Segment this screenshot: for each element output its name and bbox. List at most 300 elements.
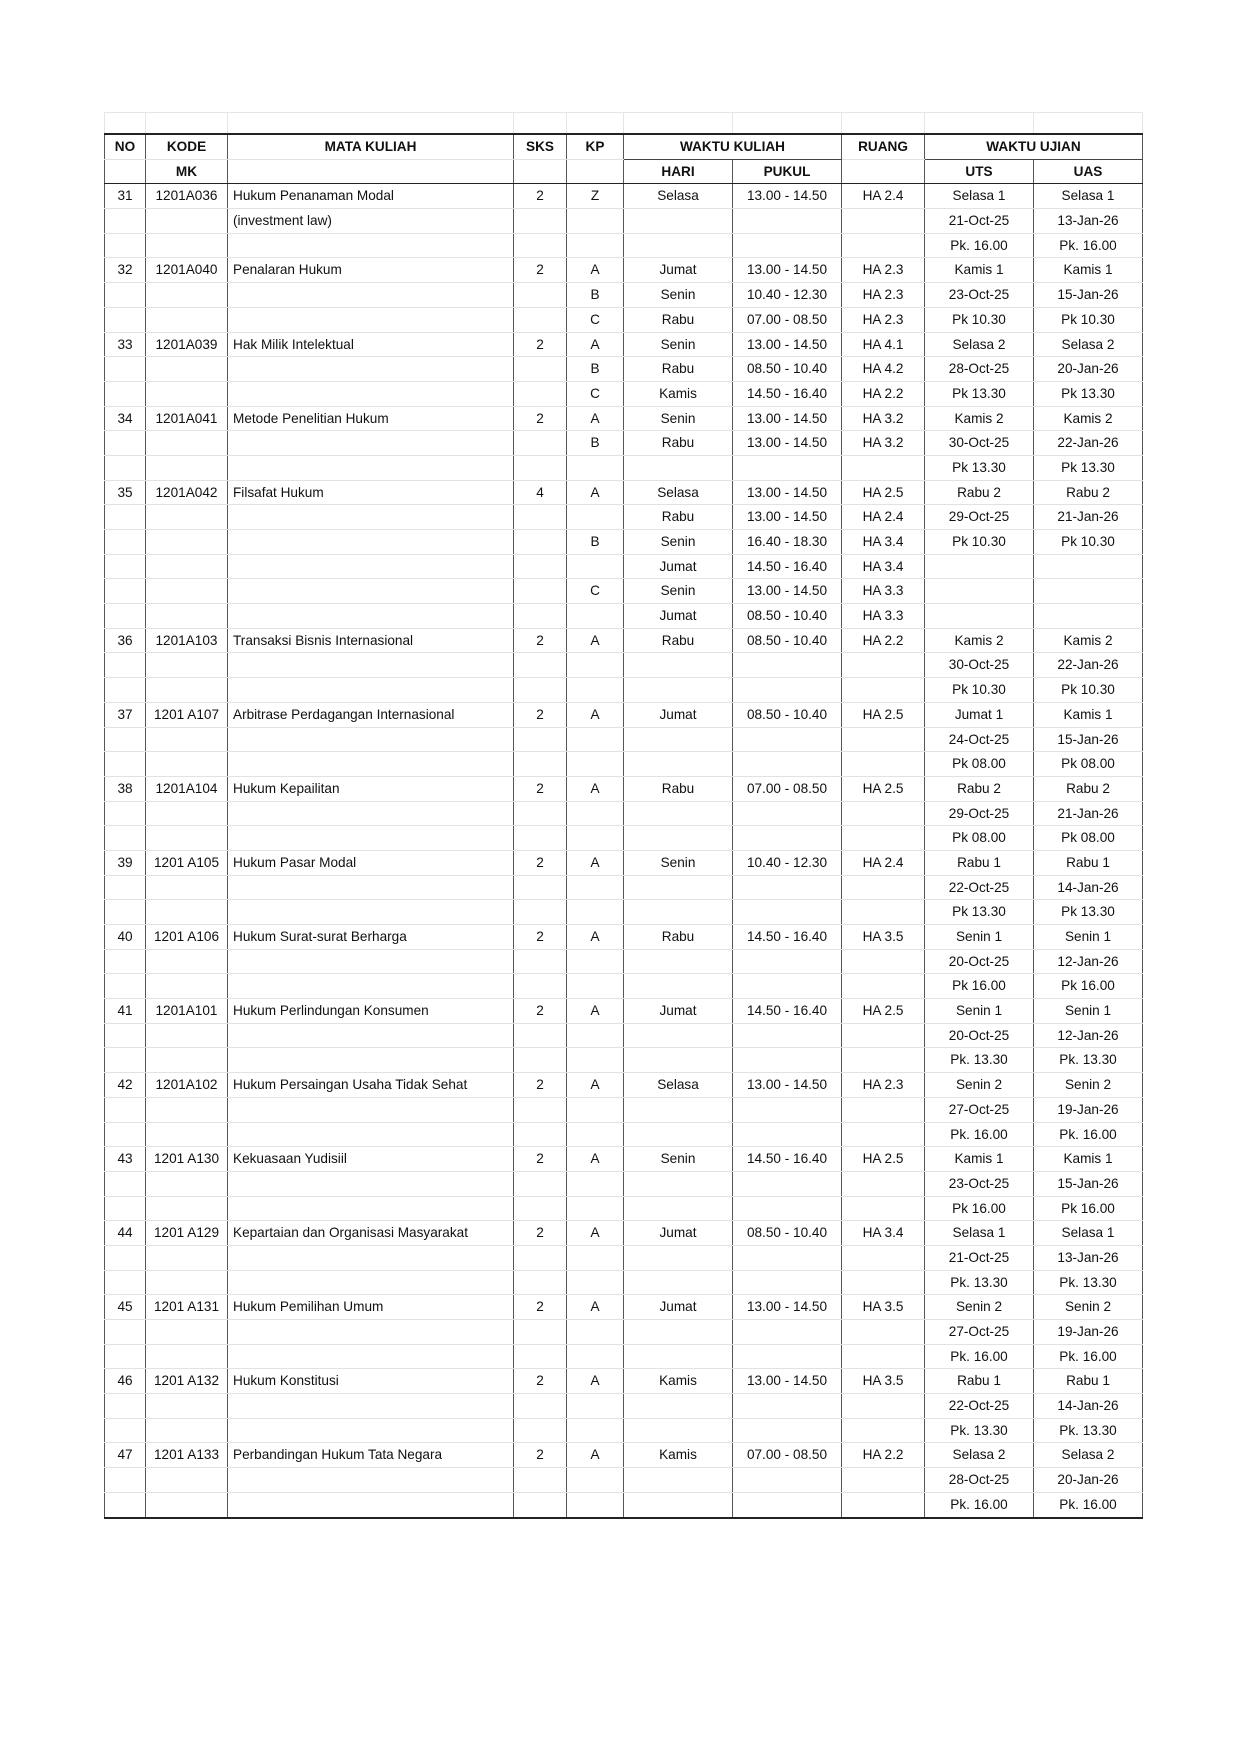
cell-sks: 2 [514, 1147, 567, 1172]
cell-kode: 1201A041 [146, 406, 228, 431]
cell-kp: A [567, 332, 624, 357]
cell-sks [514, 900, 567, 925]
table-row [105, 1320, 1143, 1345]
cell-hari: Senin [624, 406, 733, 431]
cell-uts: 27-Oct-25 [925, 1097, 1034, 1122]
cell-sks [514, 678, 567, 703]
cell-hari [624, 1468, 733, 1493]
cell-pukul [733, 1394, 842, 1419]
table-row [105, 604, 1143, 629]
cell-ruang [842, 233, 925, 258]
cell-kp [567, 1048, 624, 1073]
cell-kp: Z [567, 184, 624, 209]
cell-sks [514, 530, 567, 555]
cell-ruang: HA 3.4 [842, 554, 925, 579]
header-mata-kuliah: MATA KULIAH [228, 134, 514, 159]
cell-kp: A [567, 702, 624, 727]
table-row [105, 999, 1143, 1024]
cell-no [105, 1171, 146, 1196]
cell-kode: 1201 A131 [146, 1295, 228, 1320]
cell-kode: 1201A039 [146, 332, 228, 357]
cell-uts: 30-Oct-25 [925, 431, 1034, 456]
cell-uas: Pk 13.30 [1034, 381, 1143, 406]
cell-uas: 20-Jan-26 [1034, 1468, 1143, 1493]
cell-kode [146, 1097, 228, 1122]
table-row [105, 628, 1143, 653]
header-waktu-ujian: WAKTU UJIAN [925, 134, 1143, 159]
cell-mata-kuliah [228, 974, 514, 999]
cell-pukul: 08.50 - 10.40 [733, 604, 842, 629]
cell-uts: Kamis 2 [925, 628, 1034, 653]
cell-uts: Pk 13.30 [925, 455, 1034, 480]
cell-pukul [733, 209, 842, 234]
cell-hari [624, 1492, 733, 1517]
cell-pukul [733, 653, 842, 678]
header-no-blank [105, 159, 146, 184]
cell-no: 42 [105, 1073, 146, 1098]
cell-kp [567, 949, 624, 974]
cell-ruang: HA 3.3 [842, 579, 925, 604]
table-row [105, 1295, 1143, 1320]
cell-uas: 21-Jan-26 [1034, 505, 1143, 530]
cell-ruang: HA 2.2 [842, 381, 925, 406]
cell-kode [146, 1048, 228, 1073]
cell-uas: Kamis 1 [1034, 258, 1143, 283]
cell-uas: 12-Jan-26 [1034, 1023, 1143, 1048]
cell-uts: Pk 16.00 [925, 1196, 1034, 1221]
cell-hari [624, 1320, 733, 1345]
cell-uts: Pk. 16.00 [925, 233, 1034, 258]
cell-mata-kuliah [228, 1245, 514, 1270]
cell-pukul [733, 1048, 842, 1073]
cell-pukul: 13.00 - 14.50 [733, 431, 842, 456]
header-ruang: RUANG [842, 134, 925, 159]
cell-ruang: HA 2.4 [842, 850, 925, 875]
cell-mata-kuliah: (investment law) [228, 209, 514, 234]
cell-no [105, 431, 146, 456]
cell-uts: 20-Oct-25 [925, 949, 1034, 974]
cell-sks [514, 1468, 567, 1493]
cell-uts: Pk 16.00 [925, 974, 1034, 999]
cell-mata-kuliah [228, 801, 514, 826]
cell-ruang [842, 900, 925, 925]
cell-kode: 1201A040 [146, 258, 228, 283]
cell-no [105, 209, 146, 234]
cell-hari [624, 209, 733, 234]
cell-no: 33 [105, 332, 146, 357]
cell-ruang: HA 2.5 [842, 776, 925, 801]
cell-kp [567, 209, 624, 234]
header-uas: UAS [1034, 159, 1143, 184]
cell-ruang: HA 3.2 [842, 431, 925, 456]
cell-ruang: HA 3.5 [842, 925, 925, 950]
cell-sks [514, 604, 567, 629]
cell-no [105, 283, 146, 308]
cell-pukul: 07.00 - 08.50 [733, 776, 842, 801]
cell-no: 45 [105, 1295, 146, 1320]
cell-uas: Senin 1 [1034, 925, 1143, 950]
cell-ruang: HA 2.3 [842, 1073, 925, 1098]
cell-no [105, 900, 146, 925]
cell-kode [146, 431, 228, 456]
cell-kp: A [567, 925, 624, 950]
cell-uts: 28-Oct-25 [925, 357, 1034, 382]
cell-kode [146, 357, 228, 382]
cell-uas: Pk 13.30 [1034, 900, 1143, 925]
cell-no [105, 1270, 146, 1295]
cell-pukul: 13.00 - 14.50 [733, 332, 842, 357]
cell-mata-kuliah [228, 1394, 514, 1419]
cell-sks: 2 [514, 1295, 567, 1320]
table-row [105, 900, 1143, 925]
cell-ruang [842, 1320, 925, 1345]
cell-sks [514, 974, 567, 999]
cell-hari: Jumat [624, 1221, 733, 1246]
cell-kode [146, 1468, 228, 1493]
cell-kode [146, 1023, 228, 1048]
cell-sks [514, 1418, 567, 1443]
cell-mata-kuliah: Transaksi Bisnis Internasional [228, 628, 514, 653]
cell-pukul [733, 1171, 842, 1196]
cell-kp [567, 1171, 624, 1196]
cell-kp [567, 1023, 624, 1048]
header-uts: UTS [925, 159, 1034, 184]
cell-uts: Kamis 2 [925, 406, 1034, 431]
cell-sks [514, 949, 567, 974]
cell-kode [146, 727, 228, 752]
cell-ruang [842, 1492, 925, 1517]
cell-mata-kuliah [228, 1492, 514, 1517]
cell-pukul [733, 949, 842, 974]
cell-kp: C [567, 579, 624, 604]
cell-uts: 30-Oct-25 [925, 653, 1034, 678]
cell-pukul: 13.00 - 14.50 [733, 579, 842, 604]
cell-uas [1034, 579, 1143, 604]
cell-hari [624, 1270, 733, 1295]
cell-mata-kuliah: Kepartaian dan Organisasi Masyarakat [228, 1221, 514, 1246]
cell-no [105, 455, 146, 480]
cell-kode: 1201 A133 [146, 1443, 228, 1468]
cell-mata-kuliah [228, 554, 514, 579]
cell-no: 44 [105, 1221, 146, 1246]
cell-uts: Rabu 2 [925, 480, 1034, 505]
cell-mata-kuliah [228, 752, 514, 777]
cell-kode [146, 1122, 228, 1147]
cell-no: 47 [105, 1443, 146, 1468]
table-row [105, 1196, 1143, 1221]
cell-mata-kuliah: Hukum Penanaman Modal [228, 184, 514, 209]
cell-hari [624, 1171, 733, 1196]
cell-no [105, 604, 146, 629]
cell-kp [567, 233, 624, 258]
cell-ruang [842, 1270, 925, 1295]
cell-kp [567, 1468, 624, 1493]
cell-sks: 2 [514, 850, 567, 875]
cell-uas: 19-Jan-26 [1034, 1097, 1143, 1122]
cell-kode: 1201 A105 [146, 850, 228, 875]
cell-mata-kuliah [228, 1270, 514, 1295]
cell-uas: Selasa 2 [1034, 1443, 1143, 1468]
cell-no: 41 [105, 999, 146, 1024]
cell-uts: Pk. 13.30 [925, 1270, 1034, 1295]
cell-pukul [733, 974, 842, 999]
cell-kp [567, 875, 624, 900]
cell-ruang: HA 3.4 [842, 1221, 925, 1246]
cell-ruang: HA 4.1 [842, 332, 925, 357]
cell-kode [146, 875, 228, 900]
cell-ruang: HA 3.5 [842, 1369, 925, 1394]
cell-no: 39 [105, 850, 146, 875]
cell-uas: Pk 08.00 [1034, 826, 1143, 851]
cell-uas: Pk 16.00 [1034, 1196, 1143, 1221]
cell-sks [514, 1344, 567, 1369]
cell-hari [624, 752, 733, 777]
cell-no: 32 [105, 258, 146, 283]
cell-ruang: HA 3.5 [842, 1295, 925, 1320]
cell-kode [146, 1418, 228, 1443]
table-row [105, 357, 1143, 382]
cell-mata-kuliah [228, 604, 514, 629]
cell-kp: A [567, 850, 624, 875]
cell-uas: Pk. 16.00 [1034, 1344, 1143, 1369]
cell-hari: Rabu [624, 925, 733, 950]
cell-hari: Kamis [624, 1443, 733, 1468]
cell-kp [567, 1196, 624, 1221]
cell-mata-kuliah [228, 233, 514, 258]
cell-kp: A [567, 1073, 624, 1098]
cell-hari [624, 1245, 733, 1270]
table-row [105, 1344, 1143, 1369]
cell-kp [567, 505, 624, 530]
cell-no: 35 [105, 480, 146, 505]
table-row [105, 1418, 1143, 1443]
cell-uas: 15-Jan-26 [1034, 727, 1143, 752]
cell-sks [514, 1196, 567, 1221]
cell-uas: 22-Jan-26 [1034, 653, 1143, 678]
cell-pukul: 13.00 - 14.50 [733, 1369, 842, 1394]
cell-mata-kuliah [228, 455, 514, 480]
table-row [105, 653, 1143, 678]
cell-hari [624, 727, 733, 752]
cell-no [105, 381, 146, 406]
cell-no: 36 [105, 628, 146, 653]
cell-pukul [733, 1122, 842, 1147]
cell-ruang [842, 1122, 925, 1147]
cell-uts: Pk. 16.00 [925, 1122, 1034, 1147]
cell-kode [146, 209, 228, 234]
cell-sks [514, 505, 567, 530]
cell-sks [514, 381, 567, 406]
cell-uts: 23-Oct-25 [925, 1171, 1034, 1196]
header-no: NO [105, 134, 146, 159]
table-row [105, 1073, 1143, 1098]
cell-mata-kuliah [228, 431, 514, 456]
table-row [105, 554, 1143, 579]
cell-uts: Senin 2 [925, 1073, 1034, 1098]
cell-mata-kuliah: Hukum Surat-surat Berharga [228, 925, 514, 950]
table-row [105, 752, 1143, 777]
cell-kode [146, 233, 228, 258]
cell-kp [567, 1418, 624, 1443]
cell-kode [146, 678, 228, 703]
cell-mata-kuliah [228, 381, 514, 406]
cell-sks [514, 1245, 567, 1270]
table-row [105, 850, 1143, 875]
cell-hari: Senin [624, 579, 733, 604]
cell-hari: Jumat [624, 554, 733, 579]
cell-ruang: HA 2.4 [842, 184, 925, 209]
cell-ruang: HA 2.2 [842, 1443, 925, 1468]
cell-kp [567, 455, 624, 480]
cell-ruang [842, 1245, 925, 1270]
cell-uts: 23-Oct-25 [925, 283, 1034, 308]
cell-uas: 15-Jan-26 [1034, 1171, 1143, 1196]
cell-no [105, 974, 146, 999]
cell-hari [624, 974, 733, 999]
cell-kp: A [567, 406, 624, 431]
cell-hari: Jumat [624, 258, 733, 283]
cell-sks [514, 1023, 567, 1048]
table-row [105, 1147, 1143, 1172]
cell-mata-kuliah [228, 579, 514, 604]
cell-sks: 2 [514, 628, 567, 653]
cell-hari: Selasa [624, 184, 733, 209]
cell-mata-kuliah [228, 1196, 514, 1221]
cell-kp: A [567, 1369, 624, 1394]
cell-mata-kuliah: Hukum Persaingan Usaha Tidak Sehat [228, 1073, 514, 1098]
table-row [105, 678, 1143, 703]
cell-ruang [842, 801, 925, 826]
cell-hari: Jumat [624, 999, 733, 1024]
cell-sks [514, 727, 567, 752]
cell-hari: Jumat [624, 1295, 733, 1320]
cell-ruang [842, 1418, 925, 1443]
cell-uas: Pk 08.00 [1034, 752, 1143, 777]
cell-sks: 2 [514, 1073, 567, 1098]
cell-kode [146, 283, 228, 308]
cell-pukul [733, 1023, 842, 1048]
cell-no [105, 727, 146, 752]
cell-kode: 1201 A130 [146, 1147, 228, 1172]
cell-ruang [842, 949, 925, 974]
cell-mata-kuliah: Filsafat Hukum [228, 480, 514, 505]
cell-mata-kuliah [228, 900, 514, 925]
cell-sks [514, 826, 567, 851]
cell-kp [567, 1122, 624, 1147]
cell-no [105, 1344, 146, 1369]
cell-uts: Selasa 2 [925, 332, 1034, 357]
cell-kp [567, 554, 624, 579]
cell-mata-kuliah [228, 1023, 514, 1048]
cell-ruang: HA 3.3 [842, 604, 925, 629]
cell-kp [567, 752, 624, 777]
cell-uas: 22-Jan-26 [1034, 431, 1143, 456]
cell-mata-kuliah: Metode Penelitian Hukum [228, 406, 514, 431]
cell-sks [514, 1270, 567, 1295]
cell-uas: Rabu 1 [1034, 1369, 1143, 1394]
cell-kode: 1201A103 [146, 628, 228, 653]
cell-uas: 13-Jan-26 [1034, 209, 1143, 234]
cell-no [105, 233, 146, 258]
cell-ruang: HA 2.2 [842, 628, 925, 653]
cell-pukul: 13.00 - 14.50 [733, 406, 842, 431]
cell-kp [567, 900, 624, 925]
cell-sks: 2 [514, 1443, 567, 1468]
cell-pukul: 13.00 - 14.50 [733, 258, 842, 283]
header-sks: SKS [514, 134, 567, 159]
cell-uts: Senin 2 [925, 1295, 1034, 1320]
cell-uas: Kamis 1 [1034, 1147, 1143, 1172]
cell-kp [567, 974, 624, 999]
cell-hari [624, 1418, 733, 1443]
cell-kp [567, 1320, 624, 1345]
table-row [105, 1369, 1143, 1394]
cell-uas: Rabu 1 [1034, 850, 1143, 875]
cell-uas: 14-Jan-26 [1034, 875, 1143, 900]
cell-ruang [842, 752, 925, 777]
cell-sks: 4 [514, 480, 567, 505]
header-ruang-blank [842, 159, 925, 184]
cell-mata-kuliah: Hak Milik Intelektual [228, 332, 514, 357]
cell-pukul [733, 826, 842, 851]
cell-kode [146, 1270, 228, 1295]
table-row [105, 455, 1143, 480]
cell-uas: Pk. 16.00 [1034, 233, 1143, 258]
cell-hari: Rabu [624, 776, 733, 801]
cell-hari: Kamis [624, 1369, 733, 1394]
cell-hari [624, 233, 733, 258]
table-row [105, 1245, 1143, 1270]
cell-uas: 14-Jan-26 [1034, 1394, 1143, 1419]
cell-sks [514, 357, 567, 382]
cell-uts: Pk 08.00 [925, 826, 1034, 851]
cell-kode [146, 801, 228, 826]
cell-kode [146, 1492, 228, 1517]
cell-uas [1034, 604, 1143, 629]
cell-no: 34 [105, 406, 146, 431]
cell-kp [567, 653, 624, 678]
cell-kode: 1201A104 [146, 776, 228, 801]
cell-pukul [733, 233, 842, 258]
table-row [105, 1270, 1143, 1295]
cell-ruang: HA 3.4 [842, 530, 925, 555]
cell-uas: 13-Jan-26 [1034, 1245, 1143, 1270]
cell-mata-kuliah [228, 283, 514, 308]
header-hari: HARI [624, 159, 733, 184]
cell-pukul [733, 1097, 842, 1122]
cell-ruang [842, 826, 925, 851]
cell-mata-kuliah [228, 1320, 514, 1345]
cell-no: 40 [105, 925, 146, 950]
cell-kode [146, 826, 228, 851]
table-row [105, 233, 1143, 258]
cell-uas: Pk 13.30 [1034, 455, 1143, 480]
cell-ruang: HA 2.4 [842, 505, 925, 530]
cell-sks: 2 [514, 1369, 567, 1394]
cell-sks [514, 554, 567, 579]
cell-no: 46 [105, 1369, 146, 1394]
cell-ruang: HA 2.5 [842, 480, 925, 505]
cell-hari: Rabu [624, 505, 733, 530]
table-row [105, 826, 1143, 851]
cell-ruang: HA 2.3 [842, 283, 925, 308]
cell-no [105, 678, 146, 703]
cell-no: 31 [105, 184, 146, 209]
cell-sks [514, 875, 567, 900]
header-row-2 [105, 159, 1143, 184]
cell-hari [624, 1394, 733, 1419]
header-mata-kuliah-blank [228, 159, 514, 184]
